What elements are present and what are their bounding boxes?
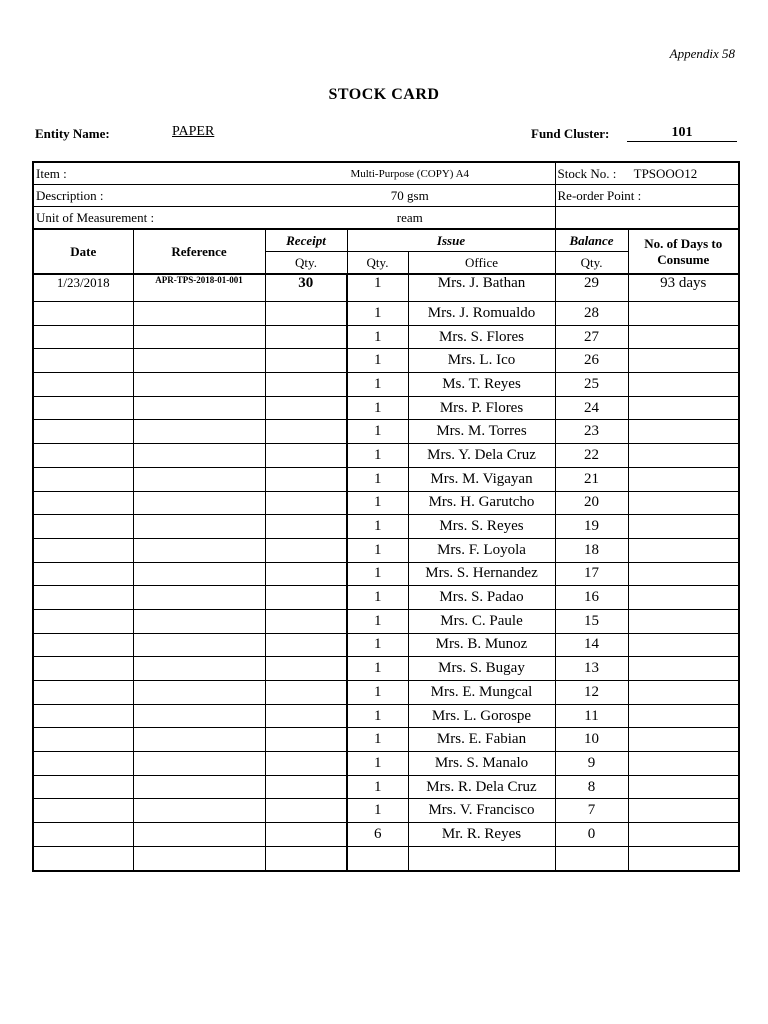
reference-cell bbox=[133, 420, 265, 444]
days-cell bbox=[628, 775, 739, 799]
table-row bbox=[33, 704, 739, 728]
stock-no-cell bbox=[555, 162, 739, 185]
issue-qty-cell: 1 bbox=[347, 373, 408, 397]
issue-qty-cell: 1 bbox=[347, 396, 408, 420]
balance-cell bbox=[555, 846, 628, 870]
issue-qty-cell: 1 bbox=[347, 467, 408, 491]
balance-cell: 25 bbox=[555, 373, 628, 397]
table-row bbox=[33, 681, 739, 705]
date-cell bbox=[33, 633, 133, 657]
date-cell bbox=[33, 515, 133, 539]
date-cell bbox=[33, 420, 133, 444]
date-cell bbox=[33, 681, 133, 705]
fund-cluster-label: Fund Cluster: bbox=[531, 126, 610, 141]
issue-qty-cell: 1 bbox=[347, 657, 408, 681]
date-cell bbox=[33, 728, 133, 752]
balance-cell: 14 bbox=[555, 633, 628, 657]
table-row bbox=[33, 823, 739, 847]
office-cell: Mrs. S. Manalo bbox=[408, 752, 555, 776]
receipt-qty-cell bbox=[265, 728, 347, 752]
office-cell: Mrs. Y. Dela Cruz bbox=[408, 444, 555, 468]
date-cell bbox=[33, 373, 133, 397]
office-cell: Mrs. S. Bugay bbox=[408, 657, 555, 681]
balance-cell: 12 bbox=[555, 681, 628, 705]
entity-name-label: Entity Name: bbox=[35, 126, 110, 141]
issue-qty-cell: 1 bbox=[347, 491, 408, 515]
office-cell: Mrs. S. Flores bbox=[408, 325, 555, 349]
receipt-qty-cell bbox=[265, 420, 347, 444]
date-cell bbox=[33, 846, 133, 870]
date-cell bbox=[33, 799, 133, 823]
unit-row bbox=[33, 207, 739, 230]
date-cell bbox=[33, 752, 133, 776]
days-cell bbox=[628, 704, 739, 728]
receipt-qty-cell bbox=[265, 799, 347, 823]
issue-qty-subheader: Qty. bbox=[347, 252, 408, 275]
office-cell: Mrs. S. Reyes bbox=[408, 515, 555, 539]
reference-cell bbox=[133, 775, 265, 799]
office-cell bbox=[408, 846, 555, 870]
date-cell bbox=[33, 823, 133, 847]
days-cell bbox=[628, 681, 739, 705]
table-row bbox=[33, 302, 739, 326]
page-title: STOCK CARD bbox=[328, 86, 440, 103]
issue-qty-cell: 1 bbox=[347, 325, 408, 349]
date-cell bbox=[33, 704, 133, 728]
table-row bbox=[33, 752, 739, 776]
issue-qty-cell: 1 bbox=[347, 562, 408, 586]
days-cell bbox=[628, 846, 739, 870]
days-cell bbox=[628, 349, 739, 373]
issue-qty-cell: 1 bbox=[347, 752, 408, 776]
item-label: Item : bbox=[33, 162, 265, 185]
description-label: Description : bbox=[33, 185, 265, 207]
receipt-qty-cell bbox=[265, 633, 347, 657]
balance-cell: 11 bbox=[555, 704, 628, 728]
reference-cell bbox=[133, 704, 265, 728]
reorder-cell bbox=[555, 185, 739, 207]
days-cell bbox=[628, 515, 739, 539]
receipt-qty-subheader: Qty. bbox=[265, 252, 347, 275]
balance-cell: 29 bbox=[555, 274, 628, 302]
table-row bbox=[33, 373, 739, 397]
reference-cell bbox=[133, 752, 265, 776]
date-cell bbox=[33, 538, 133, 562]
office-cell: Mrs. J. Bathan bbox=[408, 274, 555, 302]
table-row bbox=[33, 538, 739, 562]
days-cell: 93 days bbox=[628, 274, 739, 302]
balance-cell: 16 bbox=[555, 586, 628, 610]
col-issue-header: Issue bbox=[347, 229, 555, 252]
stock-card-table bbox=[32, 161, 740, 872]
reference-cell bbox=[133, 491, 265, 515]
date-cell bbox=[33, 396, 133, 420]
date-cell bbox=[33, 775, 133, 799]
date-cell bbox=[33, 491, 133, 515]
days-cell bbox=[628, 562, 739, 586]
balance-cell: 21 bbox=[555, 467, 628, 491]
date-cell bbox=[33, 302, 133, 326]
column-header-row bbox=[33, 229, 739, 252]
reference-cell bbox=[133, 467, 265, 491]
reference-cell bbox=[133, 444, 265, 468]
table-row bbox=[33, 728, 739, 752]
balance-cell: 28 bbox=[555, 302, 628, 326]
item-value: Multi-Purpose (COPY) A4 bbox=[265, 162, 555, 185]
office-cell: Mrs. R. Dela Cruz bbox=[408, 775, 555, 799]
reference-cell bbox=[133, 538, 265, 562]
balance-cell: 27 bbox=[555, 325, 628, 349]
table-row bbox=[33, 846, 739, 870]
table-row bbox=[33, 799, 739, 823]
reference-cell bbox=[133, 657, 265, 681]
description-value: 70 gsm bbox=[265, 185, 555, 207]
issue-qty-cell: 1 bbox=[347, 728, 408, 752]
reference-cell bbox=[133, 846, 265, 870]
balance-qty-subheader: Qty. bbox=[555, 252, 628, 275]
reference-cell bbox=[133, 823, 265, 847]
receipt-qty-cell bbox=[265, 325, 347, 349]
issue-qty-cell: 1 bbox=[347, 609, 408, 633]
col-reference-header: Reference bbox=[133, 229, 265, 274]
receipt-qty-cell bbox=[265, 681, 347, 705]
col-balance-header: Balance bbox=[555, 229, 628, 252]
receipt-qty-cell bbox=[265, 491, 347, 515]
days-cell bbox=[628, 752, 739, 776]
days-cell bbox=[628, 467, 739, 491]
stock-no-label: Stock No. : bbox=[557, 165, 617, 181]
receipt-qty-cell bbox=[265, 373, 347, 397]
receipt-qty-cell bbox=[265, 704, 347, 728]
days-cell bbox=[628, 302, 739, 326]
balance-cell: 10 bbox=[555, 728, 628, 752]
balance-cell: 19 bbox=[555, 515, 628, 539]
days-cell bbox=[628, 420, 739, 444]
reference-cell bbox=[133, 302, 265, 326]
reference-cell bbox=[133, 681, 265, 705]
date-cell bbox=[33, 467, 133, 491]
office-cell: Mrs. L. Ico bbox=[408, 349, 555, 373]
reference-cell bbox=[133, 515, 265, 539]
issue-qty-cell bbox=[347, 846, 408, 870]
receipt-qty-cell: 30 bbox=[265, 274, 347, 302]
days-cell bbox=[628, 657, 739, 681]
balance-cell: 22 bbox=[555, 444, 628, 468]
issue-qty-cell: 1 bbox=[347, 681, 408, 705]
office-cell: Mrs. S. Hernandez bbox=[408, 562, 555, 586]
balance-cell: 15 bbox=[555, 609, 628, 633]
receipt-qty-cell bbox=[265, 467, 347, 491]
description-row bbox=[33, 185, 739, 207]
reference-cell bbox=[133, 373, 265, 397]
receipt-qty-cell bbox=[265, 538, 347, 562]
table-row bbox=[33, 325, 739, 349]
reference-cell bbox=[133, 396, 265, 420]
office-cell: Mrs. S. Padao bbox=[408, 586, 555, 610]
balance-cell: 23 bbox=[555, 420, 628, 444]
balance-cell: 8 bbox=[555, 775, 628, 799]
receipt-qty-cell bbox=[265, 775, 347, 799]
balance-cell: 9 bbox=[555, 752, 628, 776]
issue-qty-cell: 1 bbox=[347, 274, 408, 302]
date-cell bbox=[33, 444, 133, 468]
reference-cell bbox=[133, 586, 265, 610]
days-cell bbox=[628, 444, 739, 468]
office-cell: Mrs. H. Garutcho bbox=[408, 491, 555, 515]
days-cell bbox=[628, 538, 739, 562]
issue-qty-cell: 1 bbox=[347, 538, 408, 562]
receipt-qty-cell bbox=[265, 562, 347, 586]
receipt-qty-cell bbox=[265, 396, 347, 420]
receipt-qty-cell bbox=[265, 752, 347, 776]
unit-right-blank bbox=[555, 207, 739, 230]
office-cell: Mrs. M. Torres bbox=[408, 420, 555, 444]
table-row bbox=[33, 396, 739, 420]
date-cell bbox=[33, 325, 133, 349]
balance-cell: 24 bbox=[555, 396, 628, 420]
date-cell bbox=[33, 586, 133, 610]
receipt-qty-cell bbox=[265, 444, 347, 468]
date-cell bbox=[33, 609, 133, 633]
table-row bbox=[33, 274, 739, 302]
office-cell: Mrs. E. Mungcal bbox=[408, 681, 555, 705]
table-row bbox=[33, 491, 739, 515]
reference-cell bbox=[133, 728, 265, 752]
issue-qty-cell: 1 bbox=[347, 302, 408, 326]
issue-qty-cell: 1 bbox=[347, 349, 408, 373]
table-row bbox=[33, 562, 739, 586]
issue-qty-cell: 6 bbox=[347, 823, 408, 847]
reference-cell bbox=[133, 609, 265, 633]
col-date-header: Date bbox=[33, 229, 133, 274]
issue-qty-cell: 1 bbox=[347, 420, 408, 444]
office-cell: Ms. T. Reyes bbox=[408, 373, 555, 397]
receipt-qty-cell bbox=[265, 823, 347, 847]
receipt-qty-cell bbox=[265, 302, 347, 326]
office-cell: Mrs. C. Paule bbox=[408, 609, 555, 633]
office-cell: Mrs. B. Munoz bbox=[408, 633, 555, 657]
date-cell bbox=[33, 349, 133, 373]
balance-cell: 17 bbox=[555, 562, 628, 586]
days-cell bbox=[628, 586, 739, 610]
balance-cell: 20 bbox=[555, 491, 628, 515]
issue-qty-cell: 1 bbox=[347, 799, 408, 823]
office-cell: Mr. R. Reyes bbox=[408, 823, 555, 847]
item-row bbox=[33, 162, 739, 185]
reference-cell bbox=[133, 325, 265, 349]
appendix-label: Appendix 58 bbox=[669, 46, 735, 61]
fund-cluster-value: 101 bbox=[627, 124, 737, 142]
stock-no-value: TPSOOO12 bbox=[633, 165, 698, 181]
date-cell bbox=[33, 657, 133, 681]
table-row bbox=[33, 775, 739, 799]
receipt-qty-cell bbox=[265, 515, 347, 539]
table-row bbox=[33, 586, 739, 610]
issue-qty-cell: 1 bbox=[347, 515, 408, 539]
days-cell bbox=[628, 325, 739, 349]
balance-cell: 18 bbox=[555, 538, 628, 562]
reference-cell bbox=[133, 633, 265, 657]
table-row bbox=[33, 349, 739, 373]
table-row bbox=[33, 467, 739, 491]
issue-qty-cell: 1 bbox=[347, 633, 408, 657]
reference-cell bbox=[133, 349, 265, 373]
table-row bbox=[33, 420, 739, 444]
reference-cell: APR-TPS-2018-01-001 bbox=[133, 274, 265, 302]
receipt-qty-cell bbox=[265, 586, 347, 610]
days-cell bbox=[628, 396, 739, 420]
days-cell bbox=[628, 491, 739, 515]
reorder-label: Re-order Point : bbox=[557, 187, 642, 203]
col-receipt-header: Receipt bbox=[265, 229, 347, 252]
balance-cell: 26 bbox=[555, 349, 628, 373]
reference-cell bbox=[133, 562, 265, 586]
days-cell bbox=[628, 823, 739, 847]
office-cell: Mrs. E. Fabian bbox=[408, 728, 555, 752]
issue-qty-cell: 1 bbox=[347, 444, 408, 468]
office-cell: Mrs. F. Loyola bbox=[408, 538, 555, 562]
office-cell: Mrs. L. Gorospe bbox=[408, 704, 555, 728]
office-cell: Mrs. P. Flores bbox=[408, 396, 555, 420]
table-row bbox=[33, 657, 739, 681]
issue-office-subheader: Office bbox=[408, 252, 555, 275]
table-row bbox=[33, 609, 739, 633]
entity-name-value: PAPER bbox=[172, 124, 215, 139]
office-cell: Mrs. J. Romualdo bbox=[408, 302, 555, 326]
balance-cell: 0 bbox=[555, 823, 628, 847]
office-cell: Mrs. M. Vigayan bbox=[408, 467, 555, 491]
receipt-qty-cell bbox=[265, 349, 347, 373]
table-row bbox=[33, 515, 739, 539]
balance-cell: 7 bbox=[555, 799, 628, 823]
balance-cell: 13 bbox=[555, 657, 628, 681]
date-cell: 1/23/2018 bbox=[33, 274, 133, 302]
table-row bbox=[33, 444, 739, 468]
reference-cell bbox=[133, 799, 265, 823]
days-cell bbox=[628, 728, 739, 752]
days-cell bbox=[628, 633, 739, 657]
office-cell: Mrs. V. Francisco bbox=[408, 799, 555, 823]
issue-qty-cell: 1 bbox=[347, 775, 408, 799]
unit-label: Unit of Measurement : bbox=[33, 207, 265, 230]
days-cell bbox=[628, 799, 739, 823]
receipt-qty-cell bbox=[265, 609, 347, 633]
days-cell bbox=[628, 373, 739, 397]
issue-qty-cell: 1 bbox=[347, 586, 408, 610]
date-cell bbox=[33, 562, 133, 586]
table-row bbox=[33, 633, 739, 657]
receipt-qty-cell bbox=[265, 846, 347, 870]
col-days-header: No. of Days to Consume bbox=[628, 229, 739, 274]
unit-value: ream bbox=[265, 207, 555, 230]
issue-qty-cell: 1 bbox=[347, 704, 408, 728]
receipt-qty-cell bbox=[265, 657, 347, 681]
days-cell bbox=[628, 609, 739, 633]
